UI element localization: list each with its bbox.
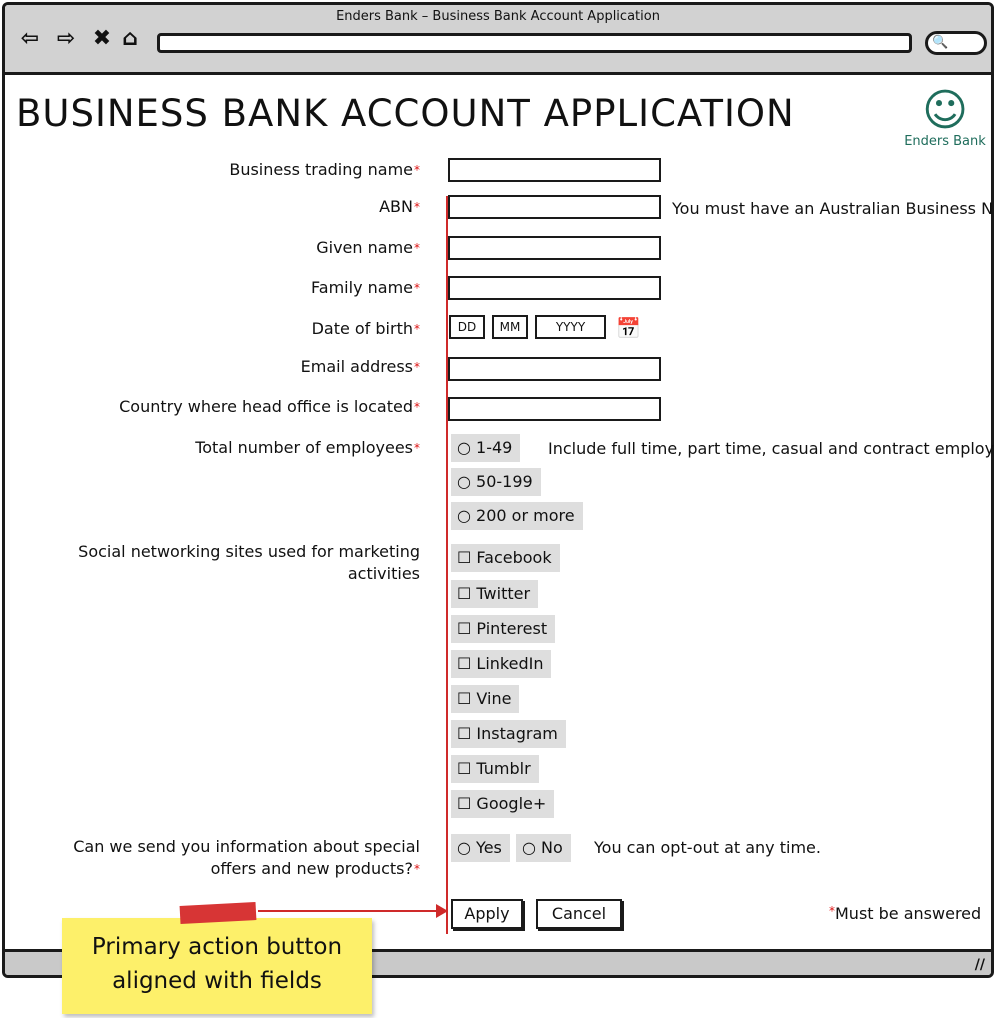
social-checkbox-instagram[interactable]: ☐ Instagram — [451, 720, 566, 748]
calendar-icon[interactable]: 📅 — [616, 316, 641, 340]
business-trading-name-label: Business trading name* — [229, 160, 420, 179]
arrow-head-icon — [436, 904, 448, 918]
employees-hint: Include full time, part time, casual and contract employ — [548, 439, 995, 458]
must-be-answered-note: *Must be answered — [829, 904, 982, 923]
offers-radio-yes[interactable]: ○ Yes — [451, 834, 510, 862]
search-field[interactable] — [925, 31, 987, 55]
employees-label: Total number of employees* — [195, 438, 420, 457]
given-name-field[interactable] — [448, 236, 661, 260]
window-title: Enders Bank – Business Bank Account Application — [336, 9, 660, 24]
home-icon[interactable]: ⌂ — [122, 25, 138, 51]
dob-day-field[interactable]: DD — [449, 315, 485, 339]
browser-chrome — [5, 5, 991, 75]
employees-radio-50-199[interactable]: ○ 50-199 — [451, 468, 541, 496]
offers-hint: You can opt-out at any time. — [594, 838, 821, 857]
given-name-label: Given name* — [316, 238, 420, 257]
forward-arrow-icon[interactable]: ⇨ — [56, 25, 76, 51]
dob-month-field[interactable]: MM — [492, 315, 528, 339]
country-field[interactable] — [448, 397, 661, 421]
family-name-field[interactable] — [448, 276, 661, 300]
back-arrow-icon[interactable]: ⇦ — [20, 25, 40, 51]
sticky-note: Primary action button aligned with fields — [62, 918, 372, 1014]
offers-label: Can we send you information about special offers and new products?* — [73, 837, 420, 878]
apply-button[interactable]: Apply — [451, 899, 523, 929]
resize-grip-icon[interactable]: // — [974, 957, 985, 973]
social-checkbox-google-plus[interactable]: ☐ Google+ — [451, 790, 554, 818]
social-checkbox-vine[interactable]: ☐ Vine — [451, 685, 519, 713]
business-trading-name-field[interactable] — [448, 158, 661, 182]
alignment-guide-line — [446, 196, 448, 934]
family-name-label: Family name* — [311, 278, 420, 297]
social-checkbox-pinterest[interactable]: ☐ Pinterest — [451, 615, 555, 643]
logo-text: Enders Bank — [904, 134, 986, 149]
offers-radio-no[interactable]: ○ No — [516, 834, 571, 862]
social-checkbox-twitter[interactable]: ☐ Twitter — [451, 580, 538, 608]
abn-hint: You must have an Australian Business N — [672, 199, 994, 218]
employees-radio-200-plus[interactable]: ○ 200 or more — [451, 502, 583, 530]
cancel-button[interactable]: Cancel — [536, 899, 622, 929]
employees-radio-1-49[interactable]: ○ 1-49 — [451, 434, 520, 462]
address-bar[interactable] — [157, 33, 912, 53]
abn-field[interactable] — [448, 195, 661, 219]
social-checkbox-tumblr[interactable]: ☐ Tumblr — [451, 755, 539, 783]
country-label: Country where head office is located* — [119, 397, 420, 416]
close-icon[interactable]: ✖ — [92, 25, 112, 51]
page-title: BUSINESS BANK ACCOUNT APPLICATION — [16, 92, 795, 135]
social-checkbox-linkedin[interactable]: ☐ LinkedIn — [451, 650, 551, 678]
annotation-arrow — [258, 910, 440, 912]
smiley-logo-icon: ☺ — [922, 85, 968, 136]
email-address-label: Email address* — [300, 357, 420, 376]
logo — [900, 85, 990, 149]
social-networking-label: Social networking sites used for marketing activities — [78, 542, 420, 583]
date-of-birth-label: Date of birth* — [311, 319, 420, 338]
email-field[interactable] — [448, 357, 661, 381]
abn-label: ABN* — [379, 197, 420, 216]
dob-year-field[interactable]: YYYY — [535, 315, 606, 339]
social-checkbox-facebook[interactable]: ☐ Facebook — [451, 544, 560, 572]
search-icon: 🔍 — [932, 35, 949, 50]
